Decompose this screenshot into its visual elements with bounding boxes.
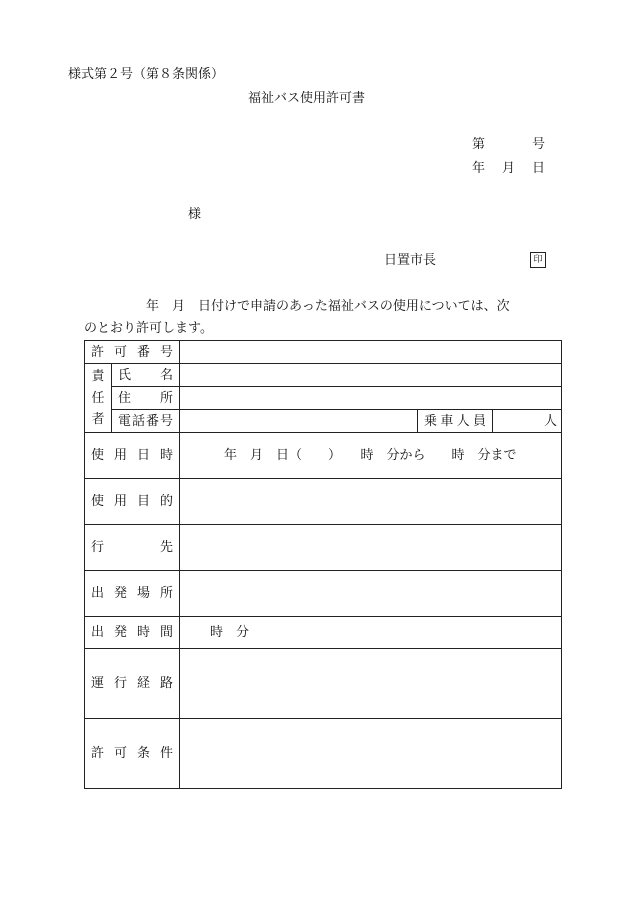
destination-field[interactable] bbox=[180, 525, 562, 571]
permit-number-field[interactable] bbox=[180, 341, 562, 364]
row-purpose bbox=[85, 479, 562, 525]
conditions-label: 許可条件 bbox=[85, 719, 180, 789]
date-month: 月 bbox=[502, 161, 516, 176]
phone-label: 電話番号 bbox=[112, 410, 180, 433]
addressee-honorific: 様 bbox=[188, 207, 202, 222]
row-route bbox=[85, 649, 562, 719]
responsible-person-label bbox=[85, 364, 112, 433]
purpose-label: 使用目的 bbox=[85, 479, 180, 525]
body-line-2: のとおり許可します。 bbox=[84, 321, 213, 336]
permit-number-label: 許可番号 bbox=[85, 341, 180, 364]
phone-field[interactable] bbox=[180, 410, 418, 433]
route-field[interactable] bbox=[180, 649, 562, 719]
seal-label: 印 bbox=[533, 255, 543, 265]
purpose-field[interactable] bbox=[180, 479, 562, 525]
row-phone bbox=[85, 410, 562, 433]
row-departure-place bbox=[85, 571, 562, 617]
responsible-char-3: 者 bbox=[91, 412, 105, 427]
departure-place-label: 出発場所 bbox=[85, 571, 180, 617]
row-permit-number bbox=[85, 341, 562, 364]
row-name bbox=[85, 364, 562, 387]
date-day: 日 bbox=[532, 161, 546, 176]
route-label: 運行経路 bbox=[85, 649, 180, 719]
departure-time-label: 出発時間 bbox=[85, 617, 180, 649]
departure-place-field[interactable] bbox=[180, 571, 562, 617]
name-label: 氏名 bbox=[112, 364, 180, 387]
row-address bbox=[85, 387, 562, 410]
seal-mark bbox=[530, 252, 546, 268]
responsible-char-1: 責 bbox=[91, 369, 105, 384]
row-destination bbox=[85, 525, 562, 571]
address-field[interactable] bbox=[180, 387, 562, 410]
passengers-unit: 人 bbox=[544, 413, 558, 429]
document-title: 福祉バス使用許可書 bbox=[248, 91, 366, 106]
passengers-field[interactable] bbox=[493, 410, 562, 433]
body-line-1: 年 月 日付けで申請のあった福祉バスの使用については、次 bbox=[146, 299, 510, 314]
issuer-name: 日置市長 bbox=[384, 253, 437, 268]
row-use-datetime bbox=[85, 433, 562, 479]
responsible-char-2: 任 bbox=[91, 390, 105, 406]
departure-time-field[interactable]: 時 分 bbox=[180, 617, 562, 649]
row-departure-time bbox=[85, 617, 562, 649]
address-label: 住所 bbox=[112, 387, 180, 410]
name-field[interactable] bbox=[180, 364, 562, 387]
use-datetime-field[interactable]: 年 月 日（ ） 時 分から 時 分まで bbox=[180, 433, 562, 479]
form-number: 様式第２号（第８条関係） bbox=[68, 67, 225, 82]
doc-number-go: 号 bbox=[532, 137, 546, 152]
passengers-label: 乗車人員 bbox=[418, 410, 493, 433]
use-datetime-label: 使用日時 bbox=[85, 433, 180, 479]
destination-label: 行先 bbox=[85, 525, 180, 571]
row-conditions bbox=[85, 719, 562, 789]
date-year: 年 bbox=[472, 161, 486, 176]
doc-number-dai: 第 bbox=[472, 137, 486, 152]
conditions-field[interactable] bbox=[180, 719, 562, 789]
permit-table bbox=[84, 340, 562, 789]
